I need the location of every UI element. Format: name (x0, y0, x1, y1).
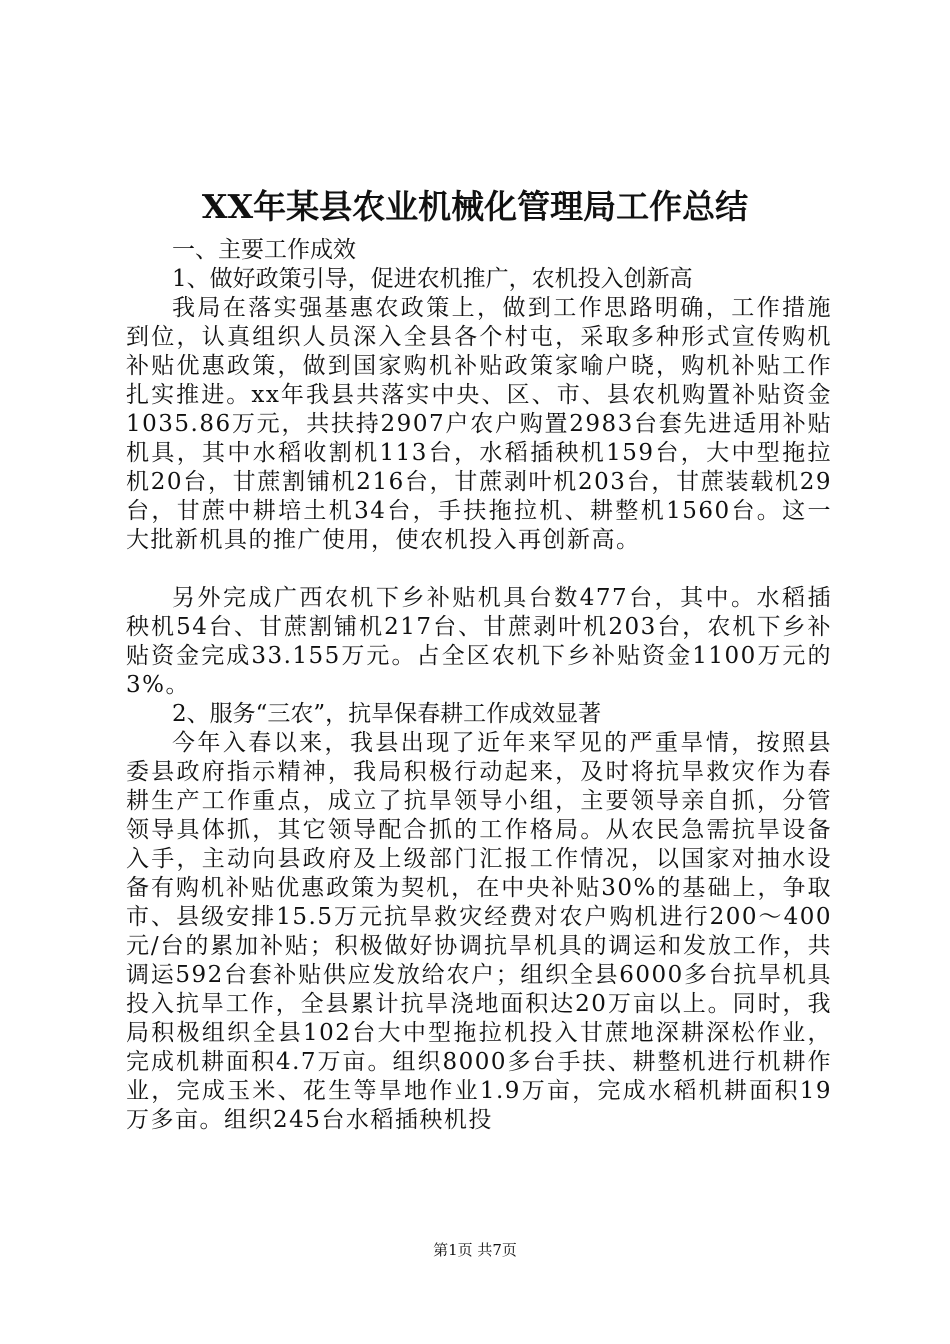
subsection-heading-1: 1、做好政策引导，促进农机推广，农机投入创新高 (172, 266, 693, 292)
document-body (126, 236, 832, 1135)
paragraph-drought-relief: 今年入春以来，我县出现了近年来罕见的严重旱情，按照县委县政府指示精神，我局积极行动起来，及时将抗旱救灾作为春耕生产工作重点，成立了抗旱领导小组，主要领导亲自抓，分管领导具体抓，其它领导配合抓的工作格局。从农民急需抗旱设备入手，主动向县政府及上级部门汇报工作情况，以国家对抽水设备有购机补贴优惠政策为契机，在中央补贴30%的基础上，争取市、县级安排15.5万元抗旱救灾经费对农户购机进行200～400元/台的累加补贴；积极做好协调抗旱机具的调运和发放工作，共调运592台套补贴供应发放给农户；组织全县6000多台抗旱机具投入抗旱工作，全县累计抗旱浇地面积达20万亩以上。同时，我局积极组织全县102台大中型拖拉机投入甘蔗地深耕深松作业，完成机耕面积4.7万亩。组织8000多台手扶、耕整机进行机耕作业，完成玉米、花生等旱地作业1.9万亩，完成水稻机耕面积19万多亩。组织245台水稻插秧机投 (126, 730, 832, 1133)
document-title: XX年某县农业机械化管理局工作总结 (201, 187, 749, 226)
page-footer: 第1页 共7页 (433, 1241, 517, 1259)
section-heading: 一、主要工作成效 (172, 237, 356, 263)
paragraph-subsidy: 我局在落实强基惠农政策上，做到工作思路明确，工作措施到位，认真组织人员深入全县各个村屯，采取多种形式宣传购机补贴优惠政策，做到国家购机补贴政策家喻户晓，购机补贴工作扎实推进。xx年我县共落实中央、区、市、县农机购置补贴资金1035.86万元，共扶持2907户农户购置2983台套先进适用补贴机具，其中水稻收割机113台，水稻插秧机159台，大中型拖拉机20台，甘蔗割铺机216台，甘蔗剥叶机203台，甘蔗装载机29台，甘蔗中耕培土机34台，手扶拖拉机、耕整机1560台。这一大批新机具的推广使用，使农机投入再创新高。 (126, 295, 832, 553)
subsection-heading-2: 2、服务“三农”，抗旱保春耕工作成效显著 (172, 701, 602, 727)
paragraph-rural-subsidy: 另外完成广西农机下乡补贴机具台数477台，其中。水稻插秧机54台、甘蔗割铺机217台、甘蔗剥叶机203台，农机下乡补贴资金完成33.155万元。占全区农机下乡补贴资金1100万元的3%。 (126, 585, 832, 698)
